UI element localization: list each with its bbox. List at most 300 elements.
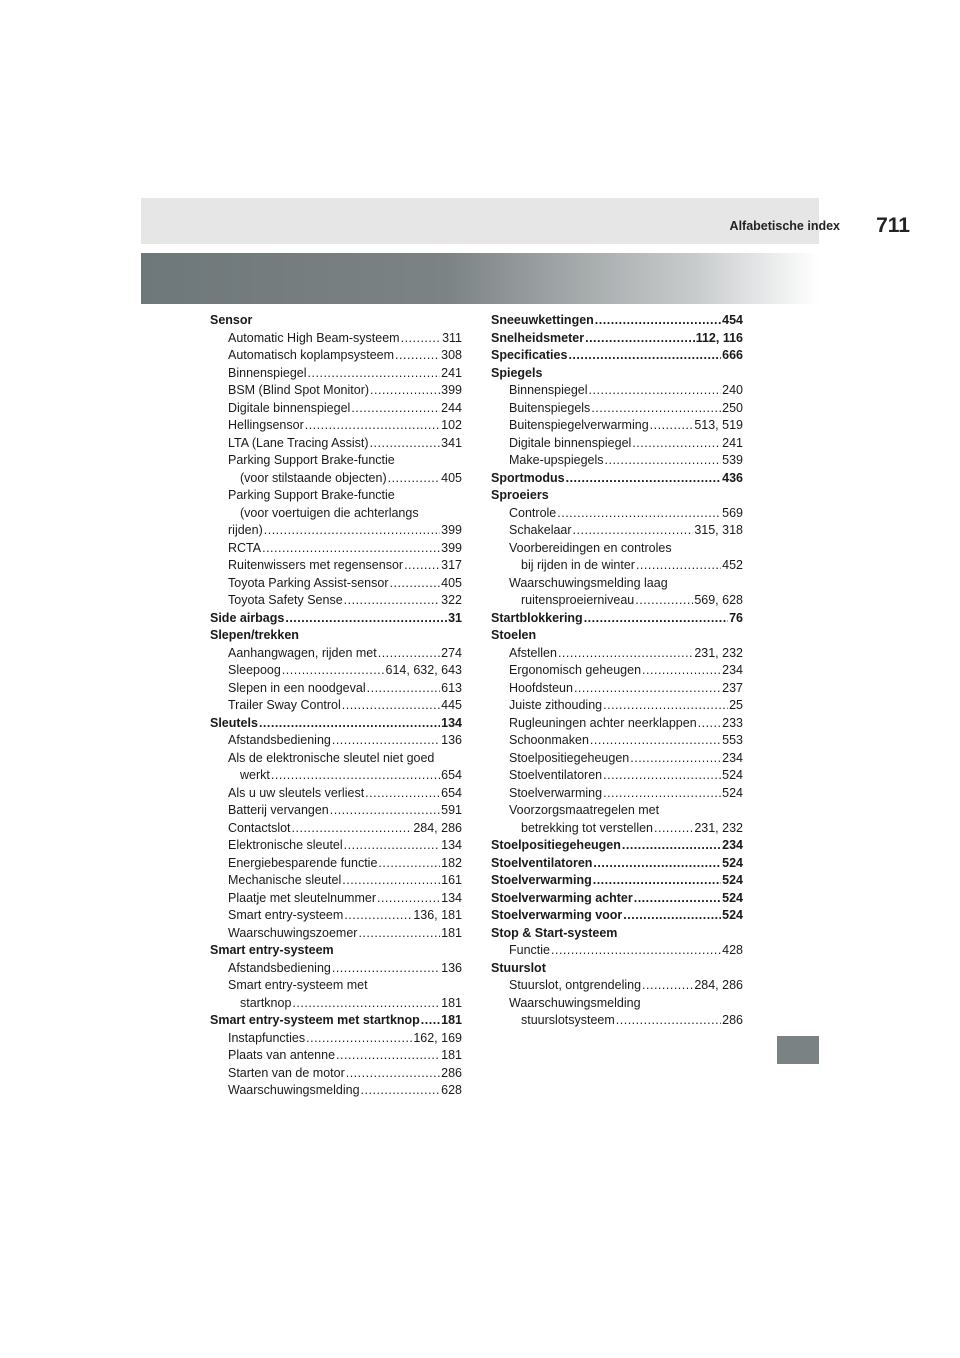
dot-leader (305, 417, 440, 435)
index-term: Sportmodus (491, 470, 565, 485)
index-page-ref: 322 (441, 593, 462, 607)
page-number: 711 (876, 214, 910, 237)
index-page-ref: 524 (722, 908, 743, 922)
index-term: Buitenspiegels (509, 400, 591, 415)
dot-leader (342, 697, 440, 715)
index-page-ref: 569 (722, 505, 743, 520)
index-subentry (210, 347, 462, 365)
index-subentry (491, 557, 743, 575)
index-heading (491, 907, 743, 925)
index-subentry (491, 522, 743, 540)
index-term: startknop (240, 995, 292, 1010)
index-heading (491, 627, 743, 645)
index-subentry (210, 697, 462, 715)
index-subentry (210, 417, 462, 435)
index-term: Waarschuwingsmelding laag (509, 575, 668, 590)
dot-leader (367, 680, 441, 698)
index-term: Stoelverwarming voor (491, 908, 623, 922)
index-page-ref: 134 (441, 715, 462, 730)
index-page-ref: 136, 181 (413, 908, 462, 922)
index-subentry (210, 802, 462, 820)
index-page-ref: 161 (441, 873, 462, 887)
index-page-ref: 591 (441, 803, 462, 817)
dot-leader (344, 592, 440, 610)
dot-leader (378, 855, 440, 873)
index-page-ref: 405 (441, 575, 462, 590)
index-term: Plaats van antenne (228, 1048, 336, 1062)
index-term: Stop & Start-systeem (491, 925, 618, 940)
index-subentry (210, 400, 462, 418)
index-term: Afstandsbediening (228, 733, 331, 747)
index-term: Snelheidsmeter (491, 330, 585, 345)
index-subentry (491, 767, 743, 785)
index-term: Batterij vervangen (228, 803, 329, 817)
index-term: Juiste zithouding (509, 698, 603, 712)
dot-leader (573, 522, 694, 540)
index-term: Trailer Sway Control (228, 698, 341, 712)
index-page-ref: 231, 232 (694, 820, 743, 835)
index-term: Plaatje met sleutelnummer (228, 890, 376, 905)
index-term: Afstandsbediening (228, 960, 331, 975)
index-subentry (491, 645, 743, 663)
index-page-ref: 569, 628 (694, 593, 743, 607)
dot-leader (616, 1012, 721, 1030)
index-heading (210, 715, 462, 733)
dot-leader (566, 470, 722, 488)
index-page-ref: 613 (441, 680, 462, 695)
index-subentry (210, 837, 462, 855)
dot-leader (271, 767, 440, 785)
index-term: Stoelventilatoren (509, 768, 603, 782)
index-page-ref: 76 (729, 610, 743, 625)
index-page-ref: 136 (441, 960, 462, 975)
index-page-ref: 231, 232 (694, 645, 743, 660)
dot-leader (306, 1030, 412, 1048)
index-heading (210, 1012, 462, 1030)
dot-leader (342, 872, 440, 890)
index-heading (491, 872, 743, 890)
dot-leader (370, 382, 440, 400)
index-page-ref: 241 (722, 435, 743, 450)
dot-leader (282, 662, 385, 680)
dot-leader (593, 855, 721, 873)
index-page-ref: 112, 116 (695, 330, 743, 345)
index-subentry (491, 592, 743, 610)
index-term: Automatisch koplampsysteem (228, 348, 395, 362)
index-page-ref: 317 (441, 558, 462, 572)
index-heading (491, 365, 743, 383)
index-subentry (210, 785, 462, 803)
dot-leader (344, 907, 412, 925)
index-page-ref: 234 (722, 750, 743, 765)
index-page-ref: 162, 169 (413, 1030, 462, 1045)
index-term: ruitensproeierniveau (521, 593, 635, 607)
index-subentry (210, 470, 462, 488)
index-subentry (210, 365, 462, 383)
index-term: Stoelventilatoren (491, 855, 593, 870)
dot-leader (285, 610, 447, 628)
index-term: Waarschuwingsmelding (509, 995, 641, 1010)
index-term: Sensor (210, 313, 253, 327)
index-page-ref: 244 (441, 400, 462, 415)
index-page-ref: 399 (441, 540, 462, 555)
index-page-ref: 399 (441, 523, 462, 537)
index-term: Sleutels (210, 715, 258, 730)
index-subentry (491, 1012, 743, 1030)
index-page-ref: 284, 286 (413, 820, 462, 835)
index-page-ref: 136 (441, 733, 462, 747)
index-term: Energiebesparende functie (228, 855, 378, 870)
dot-leader (370, 435, 441, 453)
index-term: Smart entry-systeem (228, 908, 344, 922)
index-term: Digitale binnenspiegel (509, 435, 632, 450)
dot-leader (358, 925, 440, 943)
index-term: Binnenspiegel (228, 365, 307, 380)
index-term: Als u uw sleutels verliest (228, 785, 365, 800)
index-subentry (210, 1030, 462, 1048)
dot-leader (636, 557, 721, 575)
index-subentry (210, 645, 462, 663)
index-term: Stoelpositiegeheugen (509, 750, 630, 765)
index-heading (210, 610, 462, 628)
index-subentry (210, 977, 462, 995)
index-term: Smart entry-systeem (210, 943, 334, 957)
index-term: Stoelen (491, 628, 537, 642)
dot-leader (634, 890, 721, 908)
index-term: Stoelpositiegeheugen (491, 838, 621, 852)
index-subentry (210, 750, 462, 768)
index-heading (491, 487, 743, 505)
index-subentry (491, 820, 743, 838)
index-subentry (491, 452, 743, 470)
index-term: Rugleuningen achter neerklappen (509, 715, 697, 730)
dot-leader (591, 400, 721, 418)
chapter-thumb-tab (777, 1036, 819, 1064)
index-page-ref: 405 (441, 470, 462, 485)
index-subentry (210, 575, 462, 593)
index-term: Digitale binnenspiegel (228, 400, 351, 415)
index-term: Controle (509, 505, 557, 520)
index-page-ref: 234 (722, 663, 743, 677)
index-page-ref: 134 (441, 890, 462, 905)
index-term: Contactslot (228, 820, 291, 835)
index-page-ref: 31 (448, 610, 462, 625)
index-term: Sneeuwkettingen (491, 313, 594, 327)
dot-leader (603, 767, 721, 785)
dot-leader (593, 872, 721, 890)
index-page-ref: 274 (441, 645, 462, 660)
index-page-ref: 181 (441, 995, 462, 1010)
dot-leader (574, 680, 721, 698)
index-term: Ruitenwissers met regensensor (228, 558, 404, 572)
index-subentry (491, 662, 743, 680)
index-term: Waarschuwingsmelding (228, 1083, 360, 1097)
index-page-ref: 250 (722, 400, 743, 415)
index-term: rijden) (228, 523, 263, 537)
index-subentry (491, 977, 743, 995)
dot-leader (259, 715, 440, 733)
header-band (141, 198, 819, 244)
index-term: Sproeiers (491, 488, 549, 502)
index-subentry (491, 697, 743, 715)
decorative-gradient-bar (141, 253, 819, 304)
index-term: Side airbags (210, 610, 285, 625)
index-term: Buitenspiegelverwarming (509, 418, 649, 432)
index-subentry (210, 1082, 462, 1100)
index-subentry (491, 785, 743, 803)
index-subentry (210, 1065, 462, 1083)
index-page-ref: 241 (441, 365, 462, 380)
dot-leader (585, 330, 695, 348)
index-page-ref: 524 (722, 890, 743, 905)
index-page-ref: 452 (722, 558, 743, 572)
dot-leader (623, 907, 721, 925)
index-page-ref: 240 (722, 383, 743, 397)
index-page-ref: 286 (722, 1013, 743, 1027)
dot-leader (603, 697, 728, 715)
index-term: Slepen in een noodgeval (228, 680, 366, 695)
index-page-ref: 524 (722, 785, 743, 800)
index-term: werkt (240, 768, 270, 782)
index-page-ref: 181 (441, 1013, 462, 1027)
index-term: Als de elektronische sleutel niet goed (228, 750, 435, 765)
index-subentry (210, 1047, 462, 1065)
dot-leader (336, 1047, 440, 1065)
index-page-ref: 311 (442, 330, 462, 345)
index-page-ref: 181 (441, 1048, 462, 1062)
index-page-ref: 539 (722, 453, 743, 467)
dot-leader (698, 715, 722, 733)
index-term: Starten van de motor (228, 1065, 345, 1080)
index-heading (491, 312, 743, 330)
dot-leader (584, 610, 728, 628)
index-page-ref: 233 (722, 715, 743, 730)
index-subentry (491, 732, 743, 750)
index-page-ref: 654 (441, 785, 462, 800)
index-term: betrekking tot verstellen (521, 820, 654, 835)
dot-leader (361, 1082, 441, 1100)
index-subentry (210, 995, 462, 1013)
dot-leader (332, 960, 440, 978)
index-subentry (491, 680, 743, 698)
index-term: Functie (509, 943, 550, 957)
dot-leader (642, 662, 721, 680)
dot-leader (421, 1012, 440, 1030)
index-term: LTA (Lane Tracing Assist) (228, 435, 369, 450)
index-subentry (210, 680, 462, 698)
index-heading (491, 610, 743, 628)
index-page-ref: 25 (729, 698, 743, 712)
dot-leader (395, 347, 440, 365)
index-page-ref: 182 (441, 855, 462, 870)
index-subentry (491, 540, 743, 558)
dot-leader (635, 592, 693, 610)
index-subentry (210, 855, 462, 873)
index-subentry (210, 732, 462, 750)
index-term: Stuurslot (491, 960, 546, 975)
index-subentry (210, 540, 462, 558)
index-page-ref: 666 (722, 348, 743, 362)
dot-leader (351, 400, 440, 418)
index-subentry (210, 330, 462, 348)
index-page-ref: 445 (441, 698, 462, 712)
index-term: Specificaties (491, 348, 568, 362)
index-subentry (491, 802, 743, 820)
index-term: Stoelverwarming (491, 873, 592, 887)
index-term: Hoofdsteun (509, 680, 573, 695)
index-page-ref: 181 (441, 925, 462, 940)
index-heading (491, 960, 743, 978)
index-subentry (210, 487, 462, 505)
index-subentry (491, 942, 743, 960)
index-page-ref: 102 (441, 418, 462, 432)
index-subentry (210, 522, 462, 540)
index-term: Aanhangwagen, rijden met (228, 645, 377, 660)
index-subentry (210, 662, 462, 680)
index-term: BSM (Blind Spot Monitor) (228, 383, 370, 397)
index-heading (491, 470, 743, 488)
index-term: RCTA (228, 540, 262, 555)
index-term: Voorbereidingen en controles (509, 540, 672, 555)
dot-leader (551, 942, 721, 960)
index-term: (voor stilstaande objecten) (240, 470, 387, 485)
index-heading (210, 312, 462, 330)
index-term: Toyota Parking Assist-sensor (228, 575, 389, 590)
dot-leader (365, 785, 440, 803)
index-term: Make-upspiegels (509, 453, 604, 467)
dot-leader (344, 837, 440, 855)
index-term: bij rijden in de winter (521, 558, 635, 572)
index-subentry (210, 890, 462, 908)
index-page-ref: 286 (441, 1065, 462, 1080)
index-subentry (210, 505, 462, 523)
index-term: (voor voertuigen die achterlangs (240, 505, 419, 520)
index-term: Smart entry-systeem met startknop (210, 1013, 420, 1027)
index-term: Automatic High Beam-systeem (228, 330, 400, 345)
index-subentry (210, 592, 462, 610)
index-subentry (210, 960, 462, 978)
index-page-ref: 654 (441, 768, 462, 782)
dot-leader (292, 820, 413, 838)
index-page-ref: 284, 286 (694, 978, 743, 992)
index-heading (491, 890, 743, 908)
index-subentry (210, 435, 462, 453)
dot-leader (332, 732, 440, 750)
index-term: Slepen/trekken (210, 628, 299, 642)
index-term: Voorzorgsmaatregelen met (509, 803, 660, 817)
dot-leader (390, 575, 441, 593)
index-page-ref: 524 (722, 855, 743, 870)
index-subentry (491, 382, 743, 400)
index-column-right (491, 312, 743, 1030)
index-subentry (491, 575, 743, 593)
dot-leader (605, 452, 722, 470)
index-page-ref: 454 (722, 313, 743, 327)
index-column-left (210, 312, 462, 1100)
index-term: Stoelverwarming (509, 785, 603, 800)
dot-leader (557, 505, 721, 523)
index-page-ref: 341 (441, 435, 462, 450)
index-heading (210, 627, 462, 645)
index-term: Spiegels (491, 365, 543, 380)
index-term: Schoonmaken (509, 733, 589, 747)
index-heading (491, 925, 743, 943)
dot-leader (622, 837, 721, 855)
index-subentry (210, 452, 462, 470)
dot-leader (589, 382, 722, 400)
dot-leader (404, 557, 440, 575)
index-heading (491, 330, 743, 348)
dot-leader (650, 417, 694, 435)
index-page-ref: 308 (441, 348, 462, 362)
dot-leader (378, 645, 440, 663)
index-page-ref: 134 (441, 838, 462, 852)
dot-leader (632, 435, 721, 453)
dot-leader (262, 540, 440, 558)
index-term: Stoelverwarming achter (491, 890, 633, 905)
index-term: Smart entry-systeem met (228, 978, 368, 992)
index-heading (491, 347, 743, 365)
index-term: Ergonomisch geheugen (509, 663, 642, 677)
index-subentry (210, 925, 462, 943)
dot-leader (308, 365, 441, 383)
index-term: Hellingsensor (228, 418, 304, 432)
index-subentry (491, 995, 743, 1013)
index-page-ref: 524 (722, 873, 743, 887)
dot-leader (264, 522, 440, 540)
dot-leader (377, 890, 440, 908)
index-term: Waarschuwingszoemer (228, 925, 358, 940)
index-term: Instapfuncties (228, 1030, 306, 1045)
index-term: Afstellen (509, 645, 557, 660)
index-term: Binnenspiegel (509, 383, 588, 397)
index-term: Parking Support Brake-functie (228, 453, 395, 467)
index-page-ref: 399 (441, 383, 462, 397)
index-subentry (210, 820, 462, 838)
dot-leader (401, 330, 441, 348)
index-page-ref: 628 (441, 1083, 462, 1097)
index-subentry (491, 750, 743, 768)
index-page-ref: 234 (722, 838, 743, 852)
index-heading (491, 855, 743, 873)
index-subentry (210, 557, 462, 575)
index-page-ref: 553 (722, 733, 743, 747)
index-page-ref: 513, 519 (694, 418, 743, 432)
dot-leader (568, 347, 721, 365)
index-term: Parking Support Brake-functie (228, 488, 395, 502)
index-subentry (491, 715, 743, 733)
dot-leader (292, 995, 440, 1013)
dot-leader (603, 785, 721, 803)
index-term: Stuurslot, ontgrendeling (509, 978, 642, 992)
dot-leader (595, 312, 721, 330)
index-subentry (210, 382, 462, 400)
dot-leader (388, 470, 441, 488)
dot-leader (630, 750, 721, 768)
index-subentry (210, 907, 462, 925)
index-page-ref: 315, 318 (694, 523, 743, 537)
index-term: Startblokkering (491, 610, 583, 625)
dot-leader (346, 1065, 440, 1083)
index-heading (491, 837, 743, 855)
dot-leader (590, 732, 721, 750)
index-term: Toyota Safety Sense (228, 593, 343, 607)
dot-leader (654, 820, 693, 838)
index-subentry (491, 435, 743, 453)
index-page-ref: 237 (722, 680, 743, 695)
index-term: Mechanische sleutel (228, 873, 342, 887)
index-page-ref: 614, 632, 643 (385, 663, 462, 677)
